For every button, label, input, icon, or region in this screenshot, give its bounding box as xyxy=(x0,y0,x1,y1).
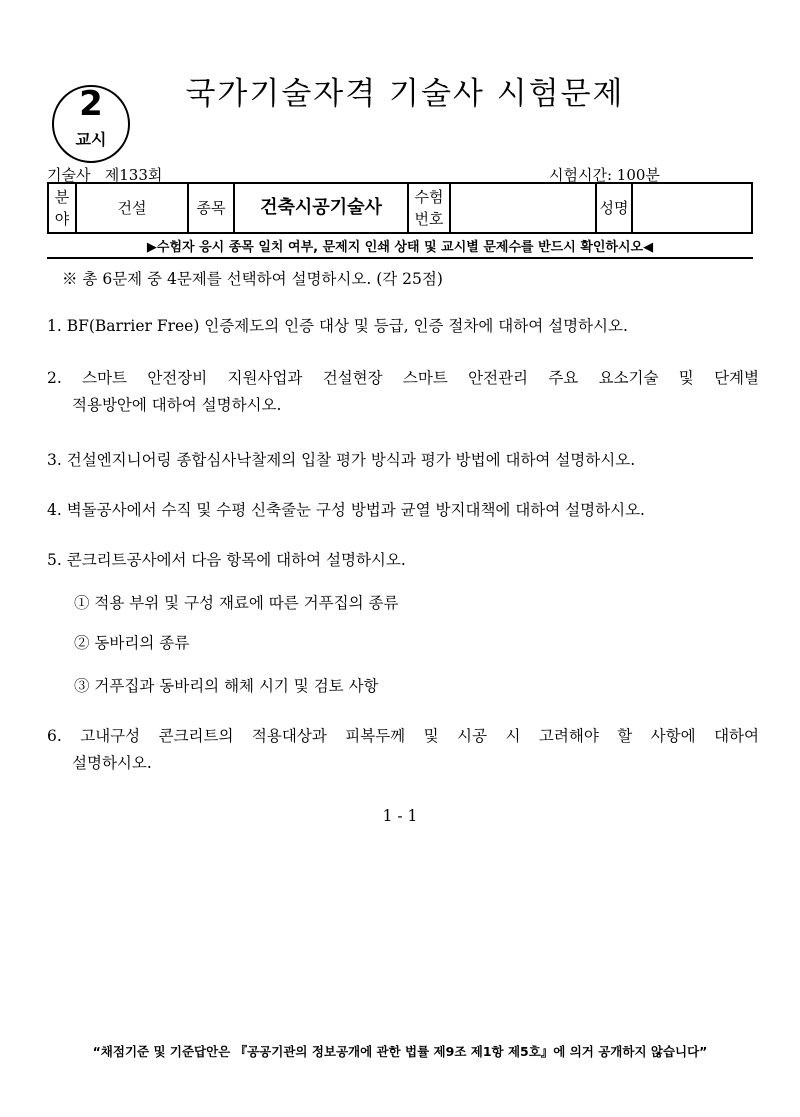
question-6 xyxy=(47,723,759,777)
name-field xyxy=(632,183,752,233)
session-number: 2 xyxy=(79,84,103,124)
question-6-line-1: 6. 고내구성 콘크리트의 적용대상과 피복두께 및 시공 시 고려해야 할 사항에 대하여 xyxy=(47,727,759,745)
name-label: 성명 xyxy=(596,183,632,233)
category-value: 건축시공기술사 xyxy=(234,183,408,233)
notice-banner: ▶수험자 응시 종목 일치 여부, 문제지 인쇄 상태 및 교시별 문제수를 반드시 확인하시오◀ xyxy=(146,240,654,255)
page-title: 국가기술자격 기술사 시험문제 xyxy=(185,76,625,112)
question-5-item-1: ① 적용 부위 및 구성 재료에 따른 거푸집의 종류 xyxy=(74,594,399,612)
page-number: 1 - 1 xyxy=(382,807,418,825)
question-5-item-2: ② 동바리의 종류 xyxy=(74,634,190,652)
question-5-item-3: ③ 거푸집과 동바리의 해체 시기 및 검토 사항 xyxy=(74,677,379,695)
exam-time: 시험시간: 100분 xyxy=(549,166,660,184)
field-label: 분야 xyxy=(48,183,76,233)
exam-number-field xyxy=(450,183,596,233)
question-4: 4. 벽돌공사에서 수직 및 수평 신축줄눈 구성 방법과 균열 방지대책에 대하여 설명하시오. xyxy=(47,501,645,519)
session-label: 교시 xyxy=(75,130,107,149)
question-2-line-1: 2. 스마트 안전장비 지원사업과 건설현장 스마트 안전관리 주요 요소기술 및 단계별 xyxy=(47,369,759,387)
question-2-line-2: 적용방안에 대하여 설명하시오. xyxy=(72,396,282,414)
exam-number-label: 수험번호 xyxy=(408,183,450,233)
question-3: 3. 건설엔지니어링 종합심사낙찰제의 입찰 평가 방식과 평가 방법에 대하여 설명하시오. xyxy=(47,451,636,469)
divider xyxy=(47,257,753,259)
question-5: 5. 콘크리트공사에서 다음 항목에 대하여 설명하시오. xyxy=(47,551,406,569)
question-2 xyxy=(47,365,759,419)
exam-info-table xyxy=(47,182,753,234)
exam-round: 기술사 제133회 xyxy=(47,166,163,184)
field-value: 건설 xyxy=(76,183,188,233)
question-1: 1. BF(Barrier Free) 인증제도의 인증 대상 및 등급, 인증 절차에 대하여 설명하시오. xyxy=(47,317,628,335)
instruction-text: ※ 총 6문제 중 4문제를 선택하여 설명하시오. (각 25점) xyxy=(62,270,443,288)
question-6-line-2: 설명하시오. xyxy=(72,754,152,772)
category-label: 종목 xyxy=(188,183,234,233)
footer-disclaimer: “채점기준 및 기준답안은 『공공기관의 정보공개에 관한 법률 제9조 제1항 제5호』에 의거 공개하지 않습니다” xyxy=(92,1044,708,1059)
